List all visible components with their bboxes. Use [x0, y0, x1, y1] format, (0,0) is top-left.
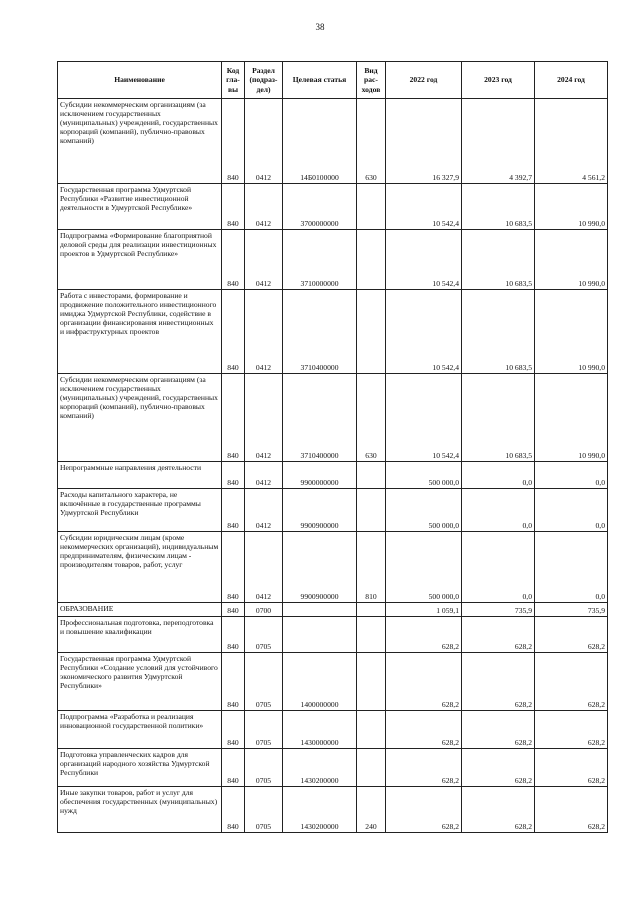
row-2023: 10 683,5: [462, 184, 535, 230]
row-2023: 10 683,5: [462, 290, 535, 374]
row-2023: 10 683,5: [462, 230, 535, 290]
table-row: [58, 603, 608, 617]
row-target: 3710400000: [283, 374, 357, 462]
row-2022: 628,2: [386, 711, 462, 749]
row-2022: 10 542,4: [386, 184, 462, 230]
row-2022: 10 542,4: [386, 230, 462, 290]
row-name: Субсидии некоммерческим организациям (за исключением государственных (муниципальных) учреждений, государственных корпораций (компаний), публично-правовых компаний): [58, 99, 222, 184]
row-2024: 10 990,0: [535, 290, 608, 374]
table-row: [58, 184, 608, 230]
row-code: 840: [222, 489, 245, 532]
row-section: 0705: [245, 787, 283, 833]
row-2023: 735,9: [462, 603, 535, 617]
header-name: Наименование: [58, 62, 222, 99]
row-section: 0705: [245, 749, 283, 787]
row-2022: 628,2: [386, 749, 462, 787]
row-type: [357, 749, 386, 787]
row-section: 0412: [245, 290, 283, 374]
row-2024: 735,9: [535, 603, 608, 617]
row-2023: 628,2: [462, 653, 535, 711]
row-code: 840: [222, 653, 245, 711]
row-section: 0412: [245, 532, 283, 603]
row-target: [283, 603, 357, 617]
row-type: [357, 617, 386, 653]
row-2024: 628,2: [535, 617, 608, 653]
table-row: [58, 787, 608, 833]
table-row: [58, 617, 608, 653]
row-2022: 500 000,0: [386, 489, 462, 532]
row-target: 1430200000: [283, 787, 357, 833]
row-2024: 0,0: [535, 489, 608, 532]
row-code: 840: [222, 749, 245, 787]
row-2024: 628,2: [535, 749, 608, 787]
row-2023: 0,0: [462, 489, 535, 532]
row-code: 840: [222, 290, 245, 374]
table-row: [58, 462, 608, 489]
header-target: Целевая статья: [283, 62, 357, 99]
row-name: Государственная программа Удмуртской Республики «Развитие инвестиционной деятельности в Удмуртской Республике»: [58, 184, 222, 230]
row-name: ОБРАЗОВАНИЕ: [58, 603, 222, 617]
row-2022: 500 000,0: [386, 532, 462, 603]
table-row: [58, 653, 608, 711]
row-target: 14Б0100000: [283, 99, 357, 184]
table-row: [58, 711, 608, 749]
row-code: 840: [222, 603, 245, 617]
row-target: 3710400000: [283, 290, 357, 374]
row-section: 0412: [245, 489, 283, 532]
row-name: Профессиональная подготовка, переподготовка и повышение квалификации: [58, 617, 222, 653]
row-type: [357, 290, 386, 374]
row-2022: 500 000,0: [386, 462, 462, 489]
row-section: 0705: [245, 653, 283, 711]
row-type: [357, 489, 386, 532]
row-2022: 1 059,1: [386, 603, 462, 617]
row-section: 0705: [245, 617, 283, 653]
row-2024: 628,2: [535, 787, 608, 833]
row-name: Иные закупки товаров, работ и услуг для обеспечения государственных (муниципальных) нужд: [58, 787, 222, 833]
row-name: Субсидии юридическим лицам (кроме некоммерческих организаций), индивидуальным предпринимателям, физическим лицам - производителям товаров, работ, услуг: [58, 532, 222, 603]
row-2023: 10 683,5: [462, 374, 535, 462]
row-2024: 628,2: [535, 711, 608, 749]
row-2022: 628,2: [386, 617, 462, 653]
row-section: 0412: [245, 462, 283, 489]
row-2023: 0,0: [462, 532, 535, 603]
row-type: [357, 462, 386, 489]
row-2023: 0,0: [462, 462, 535, 489]
row-name: Непрограммные направления деятельности: [58, 462, 222, 489]
row-target: 9900900000: [283, 532, 357, 603]
row-2022: 628,2: [386, 653, 462, 711]
row-2023: 628,2: [462, 711, 535, 749]
row-name: Работа с инвесторами, формирование и продвижение положительного инвестиционного имиджа Удмуртской Республики, содействие в организации финансирования инвестиционных и инфраструктурных проектов: [58, 290, 222, 374]
table-row: [58, 374, 608, 462]
page-number: 38: [315, 22, 325, 32]
table-row: [58, 489, 608, 532]
table-row: [58, 749, 608, 787]
row-2024: 10 990,0: [535, 184, 608, 230]
row-type: 630: [357, 99, 386, 184]
row-2024: 4 561,2: [535, 99, 608, 184]
row-type: [357, 184, 386, 230]
table-row: [58, 532, 608, 603]
row-section: 0412: [245, 99, 283, 184]
row-type: 810: [357, 532, 386, 603]
row-target: 1430000000: [283, 711, 357, 749]
row-section: 0700: [245, 603, 283, 617]
header-row: [58, 62, 608, 99]
row-code: 840: [222, 462, 245, 489]
row-2024: 0,0: [535, 532, 608, 603]
row-code: 840: [222, 711, 245, 749]
header-code: Код гла- вы: [222, 62, 245, 99]
row-type: [357, 653, 386, 711]
header-type: Вид рас- ходов: [357, 62, 386, 99]
row-target: 9900000000: [283, 462, 357, 489]
row-2023: 4 392,7: [462, 99, 535, 184]
row-section: 0705: [245, 711, 283, 749]
row-target: 1400000000: [283, 653, 357, 711]
row-code: 840: [222, 617, 245, 653]
row-2023: 628,2: [462, 787, 535, 833]
row-code: 840: [222, 374, 245, 462]
row-2024: 10 990,0: [535, 374, 608, 462]
row-2022: 628,2: [386, 787, 462, 833]
row-code: 840: [222, 184, 245, 230]
row-target: 3710000000: [283, 230, 357, 290]
header-2024: 2024 год: [535, 62, 608, 99]
row-type: [357, 603, 386, 617]
row-2023: 628,2: [462, 749, 535, 787]
row-type: [357, 711, 386, 749]
row-code: 840: [222, 787, 245, 833]
header-section: Раздел (подраз- дел): [245, 62, 283, 99]
header-2022: 2022 год: [386, 62, 462, 99]
row-target: 1430200000: [283, 749, 357, 787]
table-row: [58, 290, 608, 374]
row-name: Расходы капитального характера, не включённые в государственные программы Удмуртской Республики: [58, 489, 222, 532]
row-code: 840: [222, 532, 245, 603]
row-type: 240: [357, 787, 386, 833]
budget-table: [57, 61, 608, 833]
row-name: Субсидии некоммерческим организациям (за исключением государственных (муниципальных) учреждений, государственных корпораций (компаний), публично-правовых компаний): [58, 374, 222, 462]
row-code: 840: [222, 99, 245, 184]
row-code: 840: [222, 230, 245, 290]
row-2024: 10 990,0: [535, 230, 608, 290]
row-2023: 628,2: [462, 617, 535, 653]
row-2022: 16 327,9: [386, 99, 462, 184]
row-section: 0412: [245, 230, 283, 290]
header-2023: 2023 год: [462, 62, 535, 99]
row-type: [357, 230, 386, 290]
table-row: [58, 230, 608, 290]
row-2022: 10 542,4: [386, 290, 462, 374]
row-name: Подпрограмма «Формирование благоприятной деловой среды для реализации инвестиционных проектов в Удмуртской Республике»: [58, 230, 222, 290]
row-name: Подпрограмма «Разработка и реализация инновационной государственной политики»: [58, 711, 222, 749]
row-2022: 10 542,4: [386, 374, 462, 462]
row-target: 3700000000: [283, 184, 357, 230]
row-name: Подготовка управленческих кадров для организаций народного хозяйства Удмуртской Республики: [58, 749, 222, 787]
table-row: [58, 99, 608, 184]
row-target: [283, 617, 357, 653]
row-2024: 0,0: [535, 462, 608, 489]
row-section: 0412: [245, 184, 283, 230]
row-type: 630: [357, 374, 386, 462]
row-section: 0412: [245, 374, 283, 462]
row-2024: 628,2: [535, 653, 608, 711]
row-name: Государственная программа Удмуртской Республики «Создание условий для устойчивого экономического развития Удмуртской Республики»: [58, 653, 222, 711]
row-target: 9900900000: [283, 489, 357, 532]
